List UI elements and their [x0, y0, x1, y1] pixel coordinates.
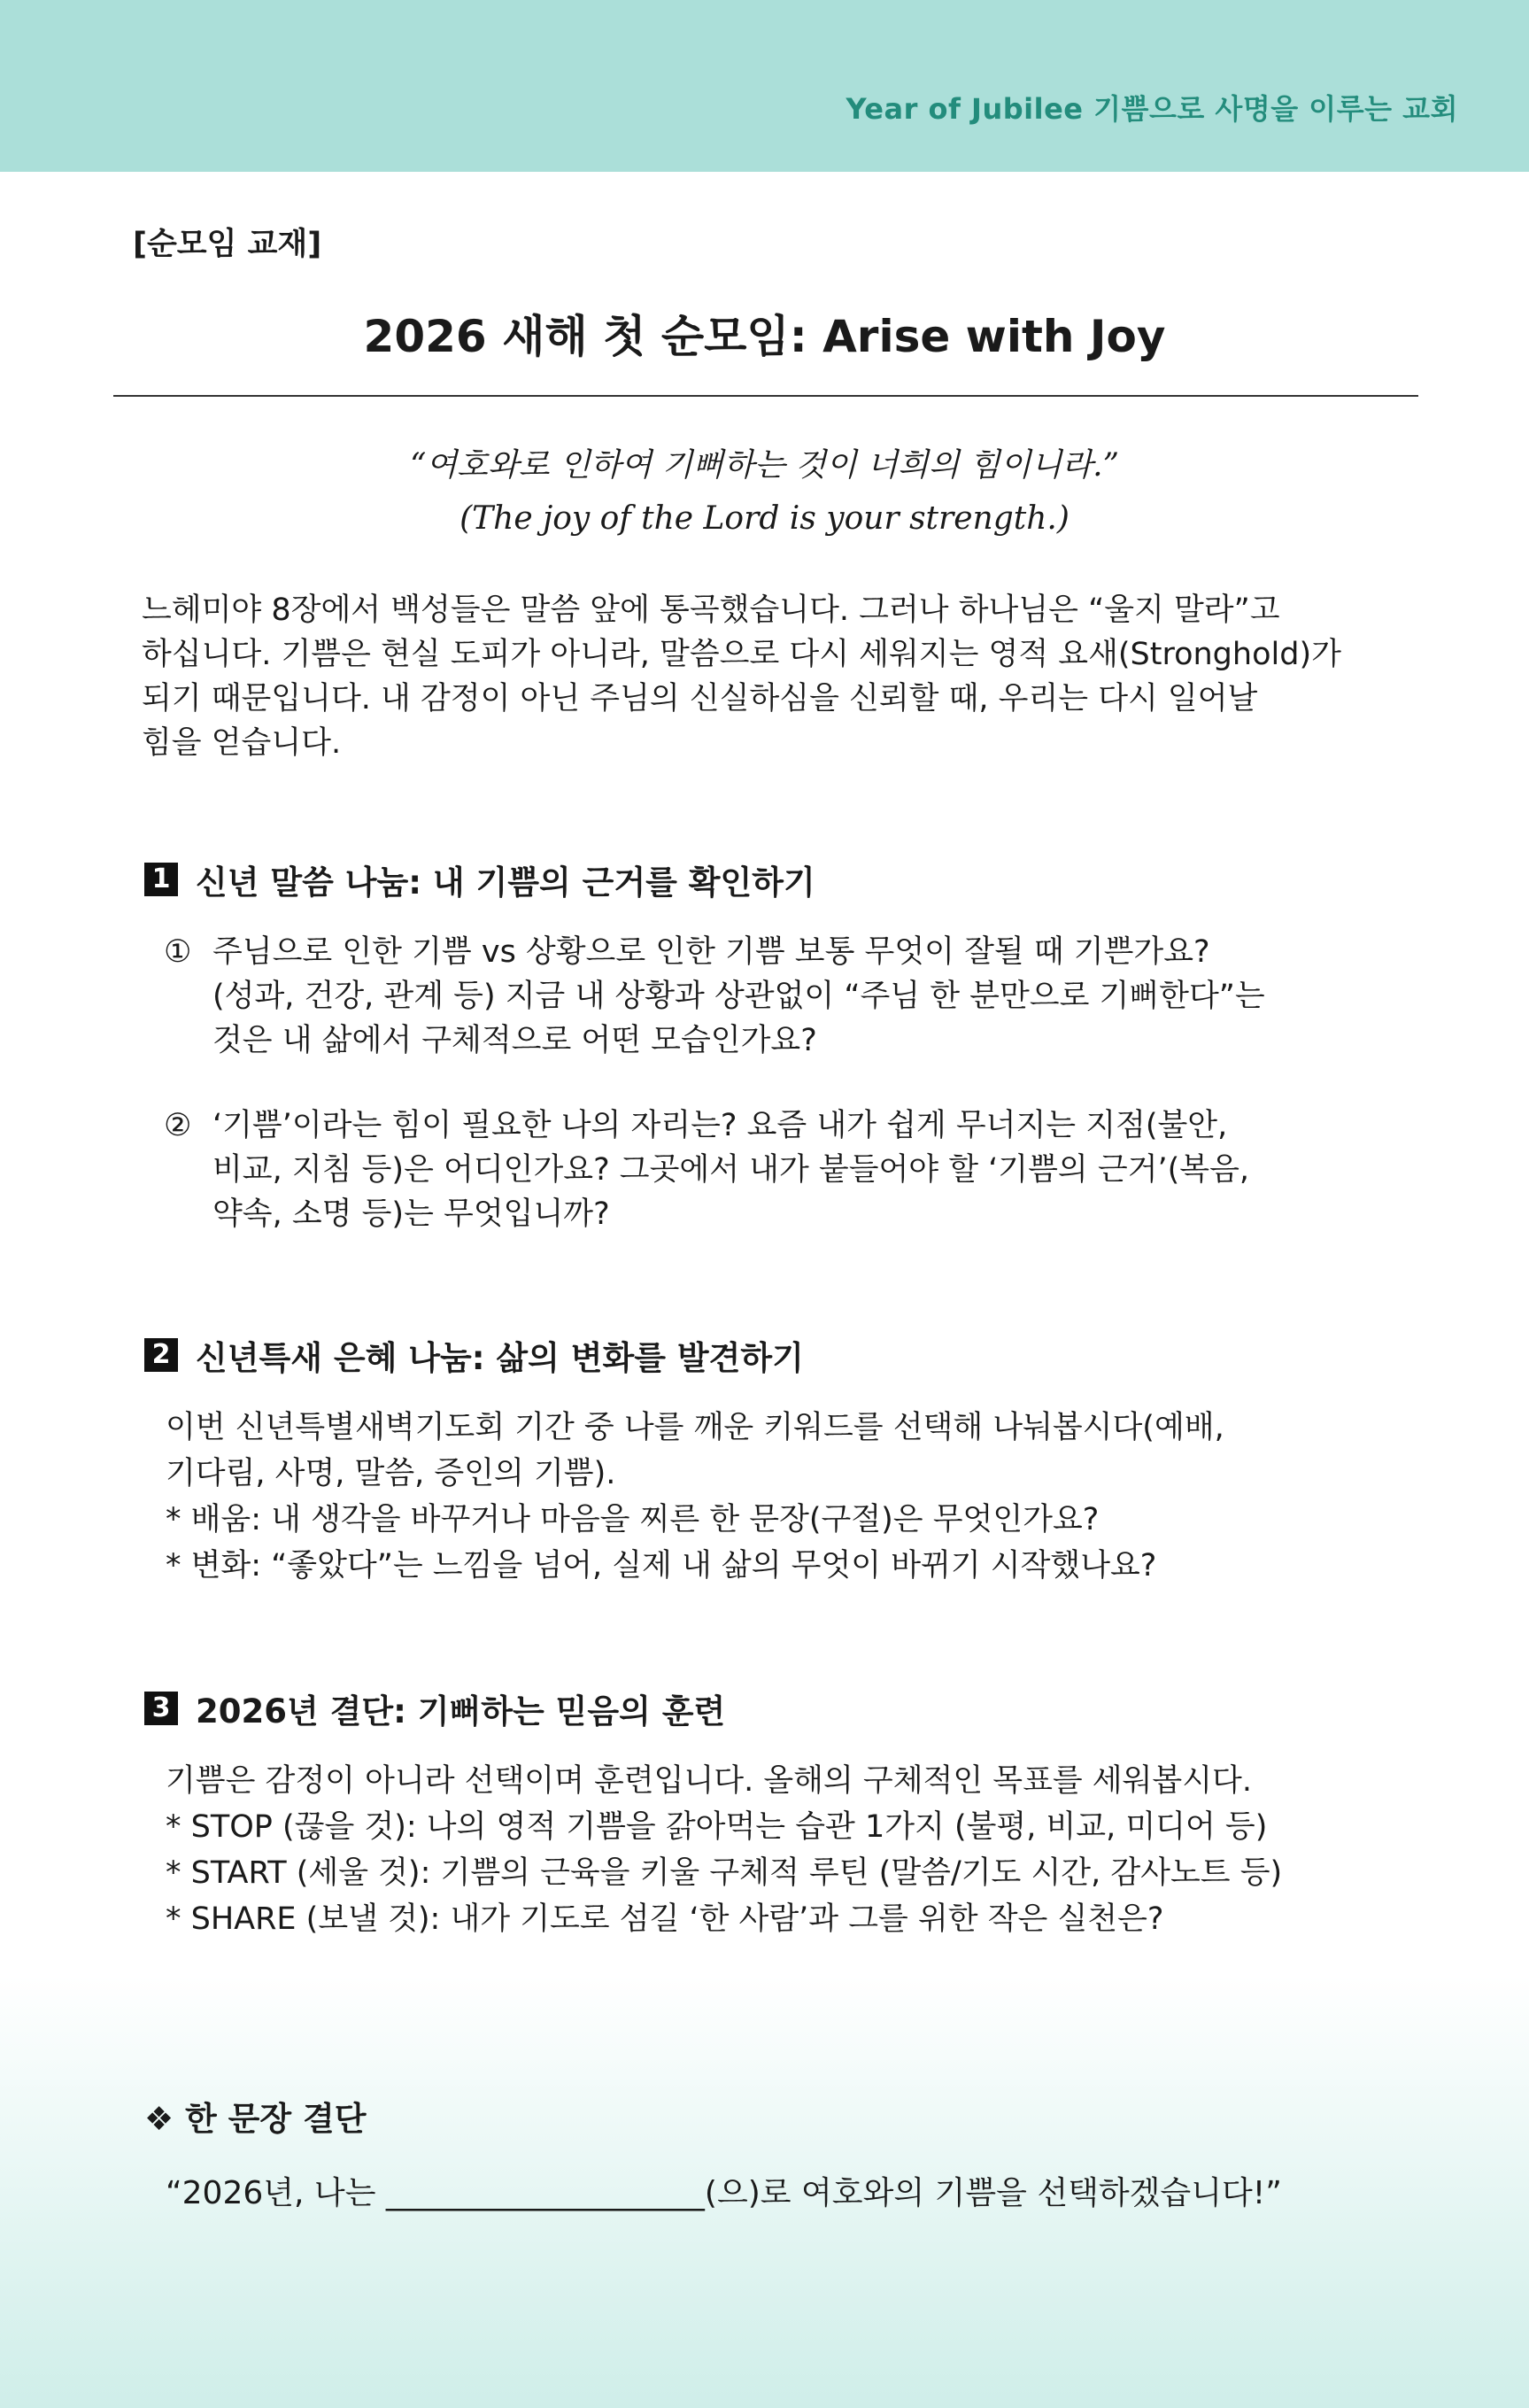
verse-korean: “여호와로 인하여 기뻐하는 것이 너희의 힘이니라.”	[410, 447, 1119, 484]
bullet-item: * SHARE (보낼 것): 내가 기도로 섬길 ‘한 사람’과 그를 위한 작은 실천은?	[166, 1901, 1164, 1937]
bullet-item: * STOP (끊을 것): 나의 영적 기쁨을 갉아먹는 습관 1가지 (불평, 비교, 미디어 등)	[166, 1809, 1268, 1845]
section-1-title	[144, 856, 815, 903]
section-2-body	[166, 1405, 1414, 1589]
section-number-badge: 1	[144, 863, 178, 896]
section-title-text: 신년 말씀 나눔: 내 기쁨의 근거를 확인하기	[196, 863, 815, 902]
page-title: 2026 새해 첫 순모임: Arise with Joy	[363, 311, 1166, 362]
question-line: (성과, 건강, 관계 등) 지금 내 상황과 상관없이 “주님 한 분만으로 기뻐한다”는	[212, 979, 1265, 1014]
header-slogan: Year of Jubilee 기쁨으로 사명을 이루는 교회	[846, 92, 1458, 126]
question-marker: ①	[164, 934, 192, 970]
body-line: 기쁨은 감정이 아니라 선택이며 훈련입니다. 올해의 구체적인 목표를 세워봅시다.	[166, 1763, 1252, 1799]
section-number-badge: 3	[144, 1692, 178, 1725]
question-line: 주님으로 인한 기쁨 vs 상황으로 인한 기쁨 보통 무엇이 잘될 때 기쁜가요?	[212, 934, 1210, 970]
bullet-item: * START (세울 것): 기쁨의 근육을 키울 구체적 루틴 (말씀/기도 시간, 감사노트 등)	[166, 1855, 1283, 1891]
question-line: 것은 내 삶에서 구체적으로 어떤 모습인가요?	[212, 1023, 817, 1058]
intro-line: 느헤미야 8장에서 백성들은 말씀 앞에 통곡했습니다. 그러나 하나님은 “울지 말라”고	[142, 592, 1280, 628]
section-number-badge: 2	[144, 1338, 178, 1372]
question-line: ‘기쁨’이라는 힘이 필요한 나의 자리는? 요즘 내가 쉽게 무너지는 지점(불안,	[212, 1108, 1228, 1143]
intro-line: 되기 때문입니다. 내 감정이 아닌 주님의 신실하심을 신뢰할 때, 우리는 다시 일어날	[142, 681, 1258, 716]
section-3-title	[144, 1684, 725, 1732]
section-title-text: 신년특새 은혜 나눔: 삶의 변화를 발견하기	[196, 1339, 804, 1377]
verse-english: (The joy of the Lord is your strength.)	[459, 500, 1070, 537]
section-3-body	[166, 1758, 1414, 1942]
header-band	[0, 0, 1529, 172]
question-1	[164, 930, 1403, 1063]
intro-line: 힘을 얻습니다.	[142, 725, 342, 761]
question-2	[164, 1103, 1403, 1236]
closing-title: ❖ 한 문장 결단	[144, 2100, 367, 2138]
body-line: 이번 신년특별새벽기도회 기간 중 나를 깨운 키워드를 선택해 나눠봅시다(예배,	[166, 1410, 1224, 1445]
bullet-item: * 배움: 내 생각을 바꾸거나 마음을 찌른 한 문장(구절)은 무엇인가요?	[166, 1502, 1100, 1537]
question-line: 약속, 소명 등)는 무엇입니까?	[212, 1196, 610, 1232]
intro-paragraph	[142, 588, 1417, 765]
closing-sentence: “2026년, 나는 ____________________(으)로 여호와의 기쁨을 선택하겠습니다!”	[166, 2175, 1282, 2211]
section-title-text: 2026년 결단: 기뻐하는 믿음의 훈련	[196, 1692, 726, 1731]
section-2-title	[144, 1331, 804, 1379]
document-label: [순모임 교재]	[133, 227, 322, 262]
body-line: 기다림, 사명, 말씀, 증인의 기쁨).	[166, 1456, 616, 1491]
title-divider	[113, 395, 1418, 397]
question-marker: ②	[164, 1108, 192, 1143]
intro-line: 하십니다. 기쁨은 현실 도피가 아니라, 말씀으로 다시 세워지는 영적 요새(Stronghold)가	[142, 637, 1341, 672]
question-line: 비교, 지침 등)은 어디인가요? 그곳에서 내가 붙들어야 할 ‘기쁨의 근거’(복음,	[212, 1152, 1250, 1188]
bullet-item: * 변화: “좋았다”는 느낌을 넘어, 실제 내 삶의 무엇이 바뀌기 시작했나요?	[166, 1548, 1157, 1583]
